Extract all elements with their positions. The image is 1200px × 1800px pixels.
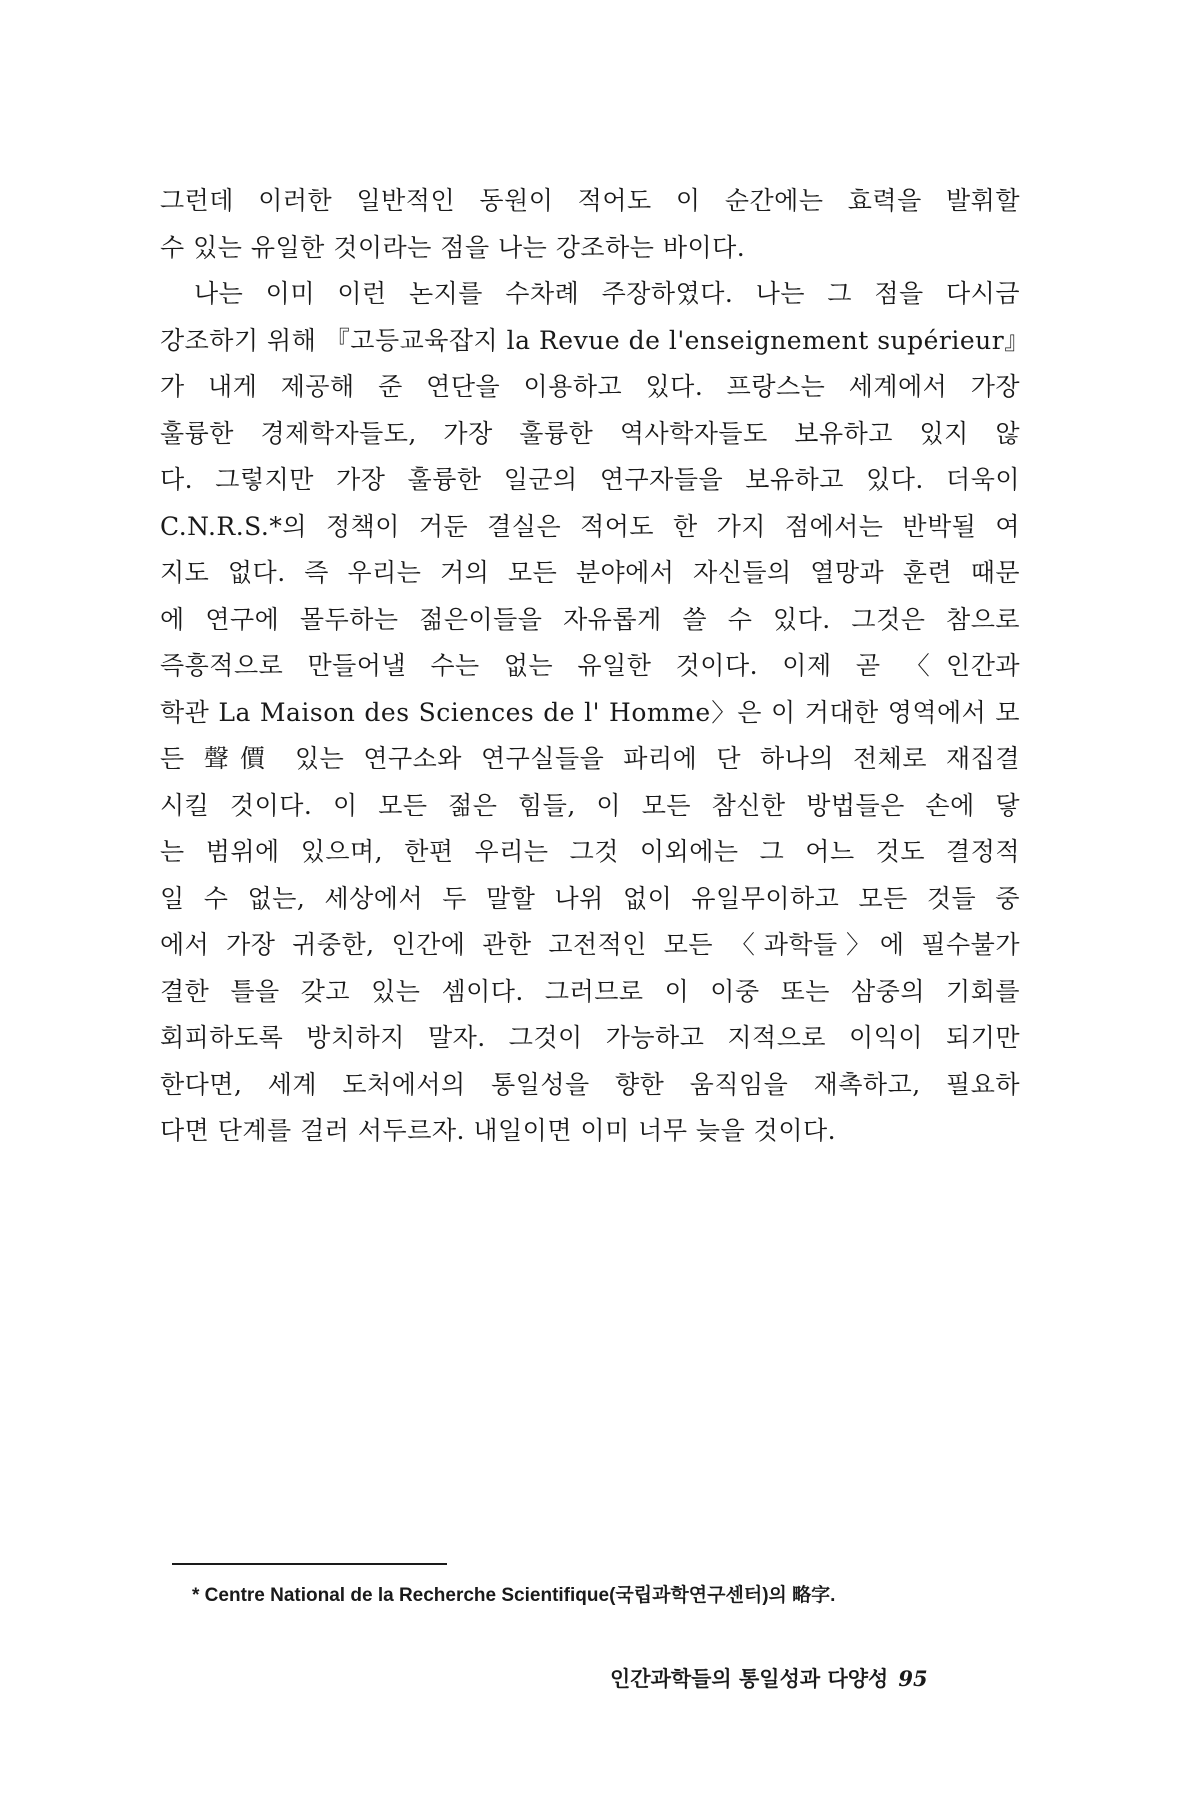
text-line: 다. 그렇지만 가장 훌륭한 일군의 연구자들을 보유하고 있다. 더욱이 [160,465,1020,494]
text-line: 나는 이미 이런 논지를 수차례 주장하였다. 나는 그 점을 다시금 [194,279,1020,308]
body-text [160,178,1030,1155]
footnote-divider [172,1563,447,1565]
running-footer [610,1663,928,1693]
text-line: 그런데 이러한 일반적인 동원이 적어도 이 순간에는 효력을 발휘할 [160,186,1020,215]
text-line: 는 범위에 있으며, 한편 우리는 그것 이외에는 그 어느 것도 결정적 [160,837,1020,866]
text-line: 에 연구에 몰두하는 젊은이들을 자유롭게 쓸 수 있다. 그것은 참으로 [160,604,1020,634]
text-line: 강조하기 위해 『고등교육잡지 la Revue de l'enseignement supérieur』 [160,325,1030,355]
text-line: 학관 La Maison des Sciences de l' Homme〉은 이 거대한 영역에서 모 [160,697,1020,727]
text-line: 다면 단계를 걸러 서두르자. 내일이면 이미 너무 늦을 것이다. [160,1116,837,1145]
text-line: 든 聲價 있는 연구소와 연구실들을 파리에 단 하나의 전체로 재집결 [160,744,1020,773]
text-line: C.N.R.S.*의 정책이 거둔 결실은 적어도 한 가지 점에서는 반박될 여 [160,511,1020,541]
text-line: 한다면, 세계 도처에서의 통일성을 향한 움직임을 재촉하고, 필요하 [160,1069,1020,1099]
text-line: 일 수 없는, 세상에서 두 말할 나위 없이 유일무이하고 모든 것들 중 [160,883,1020,913]
running-title: 인간과학들의 통일성과 다양성 [610,1666,889,1691]
footnote: * Centre National de la Recherche Scientifique(국립과학연구센터)의 略字. [192,1585,836,1606]
text-line: 가 내게 제공해 준 연단을 이용하고 있다. 프랑스는 세계에서 가장 [160,372,1020,401]
text-line: 시킬 것이다. 이 모든 젊은 힘들, 이 모든 참신한 방법들은 손에 닿 [160,790,1020,820]
page-number: 95 [898,1666,928,1691]
text-line: 수 있는 유일한 것이라는 점을 나는 강조하는 바이다. [160,232,746,262]
text-line: 훌륭한 경제학자들도, 가장 훌륭한 역사학자들도 보유하고 있지 않 [160,418,1020,448]
text-line: 결한 틀을 갖고 있는 셈이다. 그러므로 이 이중 또는 삼중의 기회를 [160,976,1020,1006]
text-line: 에서 가장 귀중한, 인간에 관한 고전적인 모든 〈과학들〉에 필수불가 [160,930,1020,959]
text-line: 즉흥적으로 만들어낼 수는 없는 유일한 것이다. 이제 곧 〈인간과 [160,651,1020,680]
text-line: 회피하도록 방치하지 말자. 그것이 가능하고 지적으로 이익이 되기만 [160,1023,1020,1052]
text-line: 지도 없다. 즉 우리는 거의 모든 분야에서 자신들의 열망과 훈련 때문 [160,558,1020,587]
